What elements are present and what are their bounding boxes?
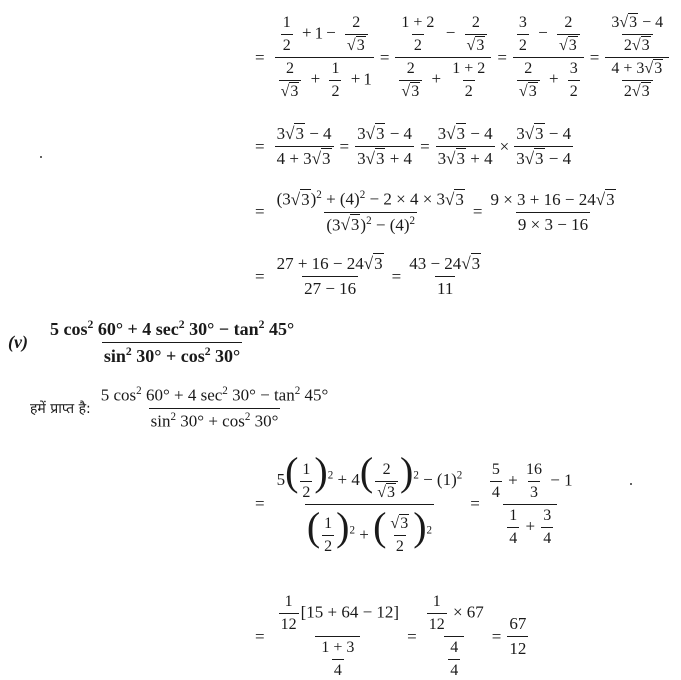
equation-line-2 — [255, 124, 575, 169]
given-line — [30, 385, 332, 431]
numerator: $\frac{1}{2}$ + 1 − $\frac{2}{√3}$ — [277, 14, 372, 57]
fraction-step-6b: $\frac{1}{12}$ × 67 $\frac{4}{4}$ — [428, 593, 484, 679]
equals-sign: = — [391, 266, 402, 286]
dot-mark — [40, 156, 42, 158]
equals-sign: = — [472, 202, 483, 222]
equation-line-1 — [255, 14, 671, 101]
fraction-step-2d: $\frac{3√3 - 4}{3√3 - 4}$ — [516, 124, 572, 168]
fraction-step-2a: $\frac{3√3 - 4}{4 + 3√3}$ — [276, 124, 332, 168]
fraction-step-4a: $\frac{27 + 16 - 24√3}{27 - 16}$ — [276, 254, 383, 298]
fraction-result: $\frac{67}{12}$ — [509, 614, 527, 658]
fraction-step-1c: $\frac{3}{2}$ − $\frac{2}{√3}$ $\frac{2}{√3}$ + $\frac{3}{2}$ — [513, 14, 584, 101]
equals-sign: = — [420, 136, 430, 156]
equals-sign: = — [497, 47, 507, 67]
equals-sign: = — [407, 626, 417, 646]
equation-line-3 — [255, 189, 620, 235]
fraction-step-1d: $\frac{\frac{3√3 - 4}{2√3}}{\frac{4 + 3√3}{2√3}}$ — [605, 14, 669, 101]
denominator: $\frac{2}{√3}$ + $\frac{1}{2}$ + 1 — [275, 57, 374, 101]
equals-sign: = — [255, 266, 265, 286]
equals-sign: = — [255, 47, 265, 67]
fraction-step-2c: $\frac{3√3 - 4}{3√3 + 4}$ — [437, 124, 493, 168]
fraction-step-4b: $\frac{43 - 24√3}{11}$ — [409, 254, 481, 298]
equals-sign: = — [255, 202, 265, 222]
equals-sign: = — [255, 136, 265, 156]
part-v-heading — [8, 318, 298, 367]
equals-sign: = — [339, 136, 350, 156]
times-sign: × — [499, 136, 510, 156]
given-expression: $\frac{5 \cos^2 60^\circ + 4 \sec^2 30^\circ - \tan^2 45^\circ}{\sin^2 30^\circ + \cos^2 30^\circ}$ — [100, 385, 329, 431]
part-label: (v) — [8, 332, 28, 352]
dot-mark — [630, 483, 632, 485]
fraction-step-1b: $\frac{1 + 2}{2}$ − $\frac{2}{√3}$ $\frac{2}{√3}$ + $\frac{1 + 2}{2}$ — [395, 14, 491, 101]
part-v-expression: $\frac{5 \cos^2 60^\circ + 4 \sec^2 30^\circ - \tan^2 45^\circ}{\sin^2 30^\circ + \cos^2 30^\circ}$ — [49, 318, 295, 366]
fraction-step-5b: $\frac{5}{4}$ + $\frac{16}{3}$ − 1 $\frac{1}{4}$ + $\frac{3}{4}$ — [491, 460, 573, 547]
equals-sign: = — [255, 494, 265, 514]
fraction-step-5a: 5( $\frac{1}{2}$ )$^2$ + 4( $\frac{2}{√3}$ )$^2 - (1)^2$ ( $\frac{1}{2}$ )$^2$ + ( $\frac{√3}{2}$ )$^2$ — [276, 449, 463, 556]
intro-text: हमें प्राप्त है: — [30, 400, 91, 417]
fraction-step-2b: $\frac{3√3 - 4}{3√3 + 4}$ — [357, 124, 413, 168]
equals-sign: = — [255, 626, 265, 646]
fraction-step-3a: $\frac{(3√3)^2 + (4)^2 - 2 \times 4 \times 3√3}{(3√3)^2 - (4)^2}$ — [276, 189, 464, 235]
equals-sign: = — [379, 47, 390, 67]
equation-line-5 — [255, 449, 577, 556]
equals-sign: = — [470, 494, 480, 514]
fraction-step-3b: $\frac{9 \times 3 + 16 - 24√3}{9 \times 3 - 16}$ — [490, 189, 615, 234]
fraction-step-1a — [275, 14, 374, 101]
fraction-step-6a: $\frac{1}{12}$ [15 + 64 − 12] $\frac{1 + 3}{4}$ — [280, 593, 400, 679]
equals-sign: = — [589, 47, 600, 67]
equation-line-4 — [255, 254, 485, 299]
equals-sign: = — [491, 626, 502, 646]
